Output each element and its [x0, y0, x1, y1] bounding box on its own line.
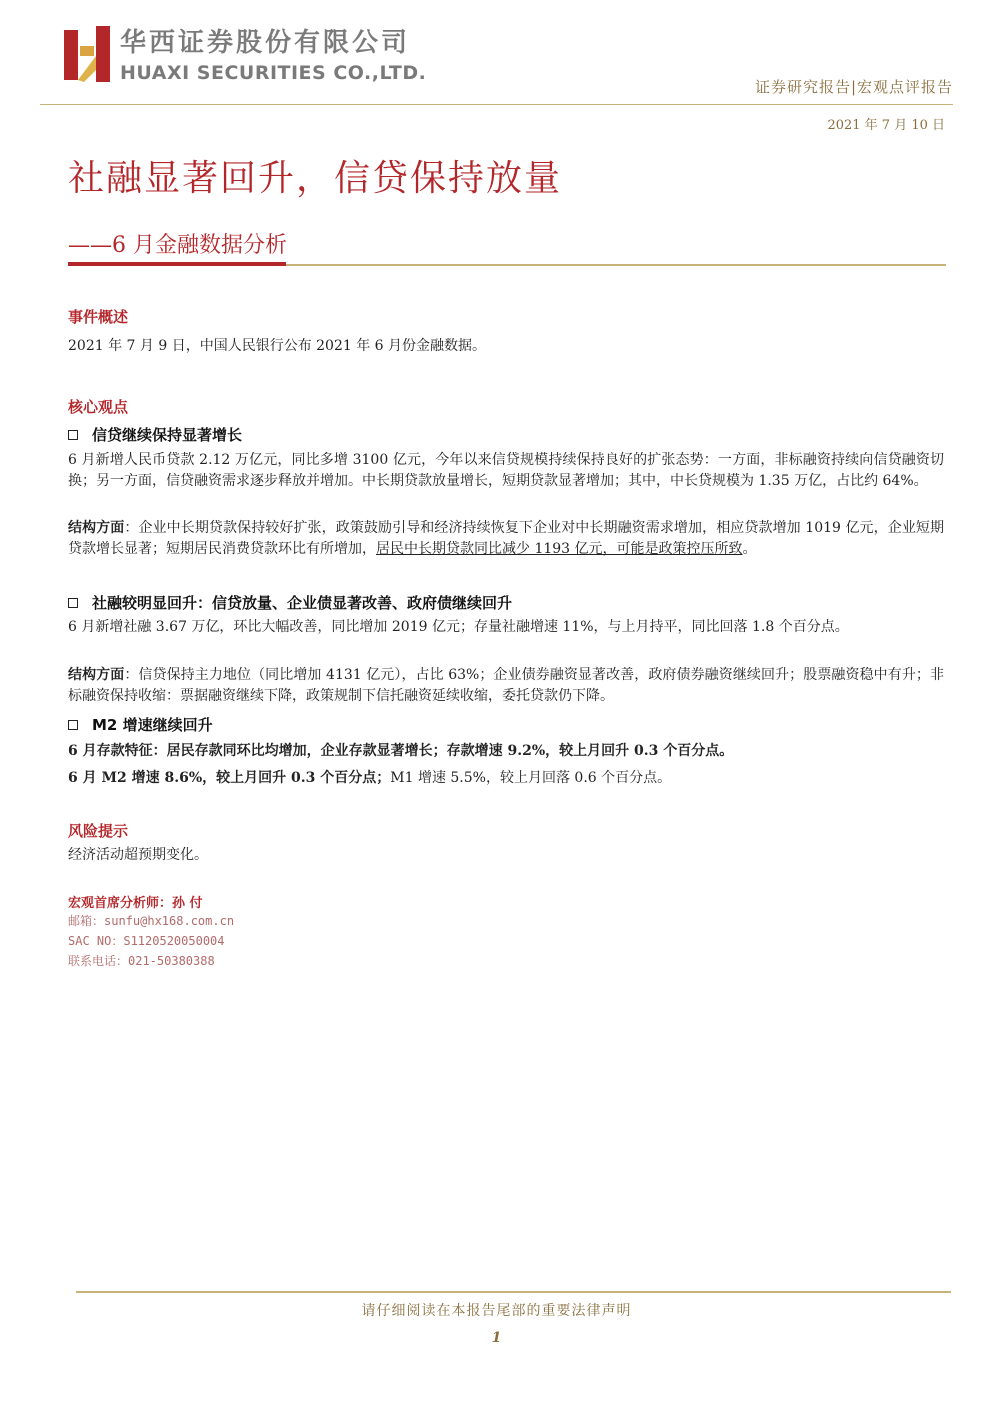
- structure-lead: 结构方面: [68, 667, 125, 683]
- credit-para-1: 6 月新增人民币贷款 2.12 万亿元，同比多增 3100 亿元，今年以来信贷规模持续保持良好的扩张态势：一方面，非标融资持续向信贷融资切换；另一方面，信贷融资需求逐步释放并增加。中长期贷款放量增长，短期贷款显著增加；其中，中长贷规模为 1.35 万亿，占比约 64%。: [68, 452, 944, 489]
- structure-end: 。: [742, 541, 757, 557]
- page-number: 1: [491, 1330, 502, 1346]
- footer-disclaimer: 请仔细阅读在本报告尾部的重要法律声明: [361, 1303, 632, 1319]
- subtitle-underline: [286, 264, 946, 266]
- analyst-email[interactable]: 邮箱：sunfu@hx168.com.cn: [68, 914, 235, 928]
- footer-divider: [76, 1291, 951, 1293]
- m1-text: M1 增速 5.5%，较上月回落 0.6 个百分点。: [390, 770, 672, 786]
- sf-para-1: 6 月新增社融 3.67 万亿，环比大幅改善，同比增加 2019 亿元；存量社融增速 11%，与上月持平，同比回落 1.8 个百分点。: [68, 619, 849, 635]
- header-divider: [40, 104, 953, 105]
- structure-text: ：企业中长期贷款保持较好扩张，政策鼓励引导和经济持续恢复下企业对中长期融资需求增加，相应贷款增加 1019 亿元，企业短期贷款增长显著；短期居民消费贷款环比有所增加，: [68, 520, 945, 557]
- m2-para-1: [68, 741, 944, 762]
- structure-underlined: 居民中长期贷款同比减少 1193 亿元，可能是政策控压所致: [376, 541, 743, 557]
- report-subtitle: ——6 月金融数据分析: [68, 233, 287, 258]
- deposit-text: 6 月存款特征：居民存款同环比均增加，企业存款显著增长；存款增速 9.2%，较上月回升 0.3 个百分点。: [68, 743, 734, 759]
- report-date: 2021 年 7 月 10 日: [827, 118, 945, 133]
- event-text: 2021 年 7 月 9 日，中国人民银行公布 2021 年 6 月份金融数据。: [68, 338, 487, 354]
- analyst-title: 宏观首席分析师：孙 付: [68, 896, 203, 911]
- bullet-m2: [68, 714, 213, 735]
- company-logo-icon: [62, 24, 112, 84]
- bullet-title: 社融较明显回升：信贷放量、企业债显著改善、政府债继续回升: [92, 594, 513, 612]
- structure-lead: 结构方面: [68, 520, 125, 536]
- bullet-credit: [68, 424, 242, 445]
- risk-heading: 风险提示: [68, 822, 129, 840]
- bullet-social-financing: [68, 592, 512, 613]
- risk-text: 经济活动超预期变化。: [68, 847, 208, 863]
- company-name-cn: 华西证券股份有限公司: [120, 28, 411, 58]
- bullet-box-icon: [68, 720, 78, 730]
- report-type-label: 证券研究报告|宏观点评报告: [754, 78, 953, 96]
- structure-text: ：信贷保持主力地位（同比增加 4131 亿元），占比 63%；企业债券融资显著改善，政府债券融资继续回升；股票融资稳中有升；非标融资保持收缩：票据融资继续下降，政策规制下信托融资延续收缩，委托贷款仍下降。: [68, 667, 945, 704]
- analyst-sac: SAC NO：S1120520050004: [68, 934, 225, 948]
- core-heading: 核心观点: [68, 398, 129, 416]
- credit-para-2: [68, 518, 944, 560]
- subtitle-underline-accent: [68, 262, 286, 266]
- event-heading: 事件概述: [68, 308, 129, 326]
- bullet-title: 信贷继续保持显著增长: [92, 426, 243, 444]
- m2-para-2: [68, 768, 944, 789]
- bullet-title: M2 增速继续回升: [92, 716, 213, 734]
- company-name-en: HUAXI SECURITIES CO.,LTD.: [120, 62, 427, 84]
- bullet-box-icon: [68, 430, 78, 440]
- sf-para-2: [68, 665, 944, 707]
- report-title: 社融显著回升，信贷保持放量: [68, 158, 563, 199]
- analyst-phone: 联系电话：021-50380388: [68, 954, 215, 968]
- m2-lead: 6 月 M2 增速 8.6%，较上月回升 0.3 个百分点；: [68, 770, 391, 786]
- bullet-box-icon: [68, 598, 78, 608]
